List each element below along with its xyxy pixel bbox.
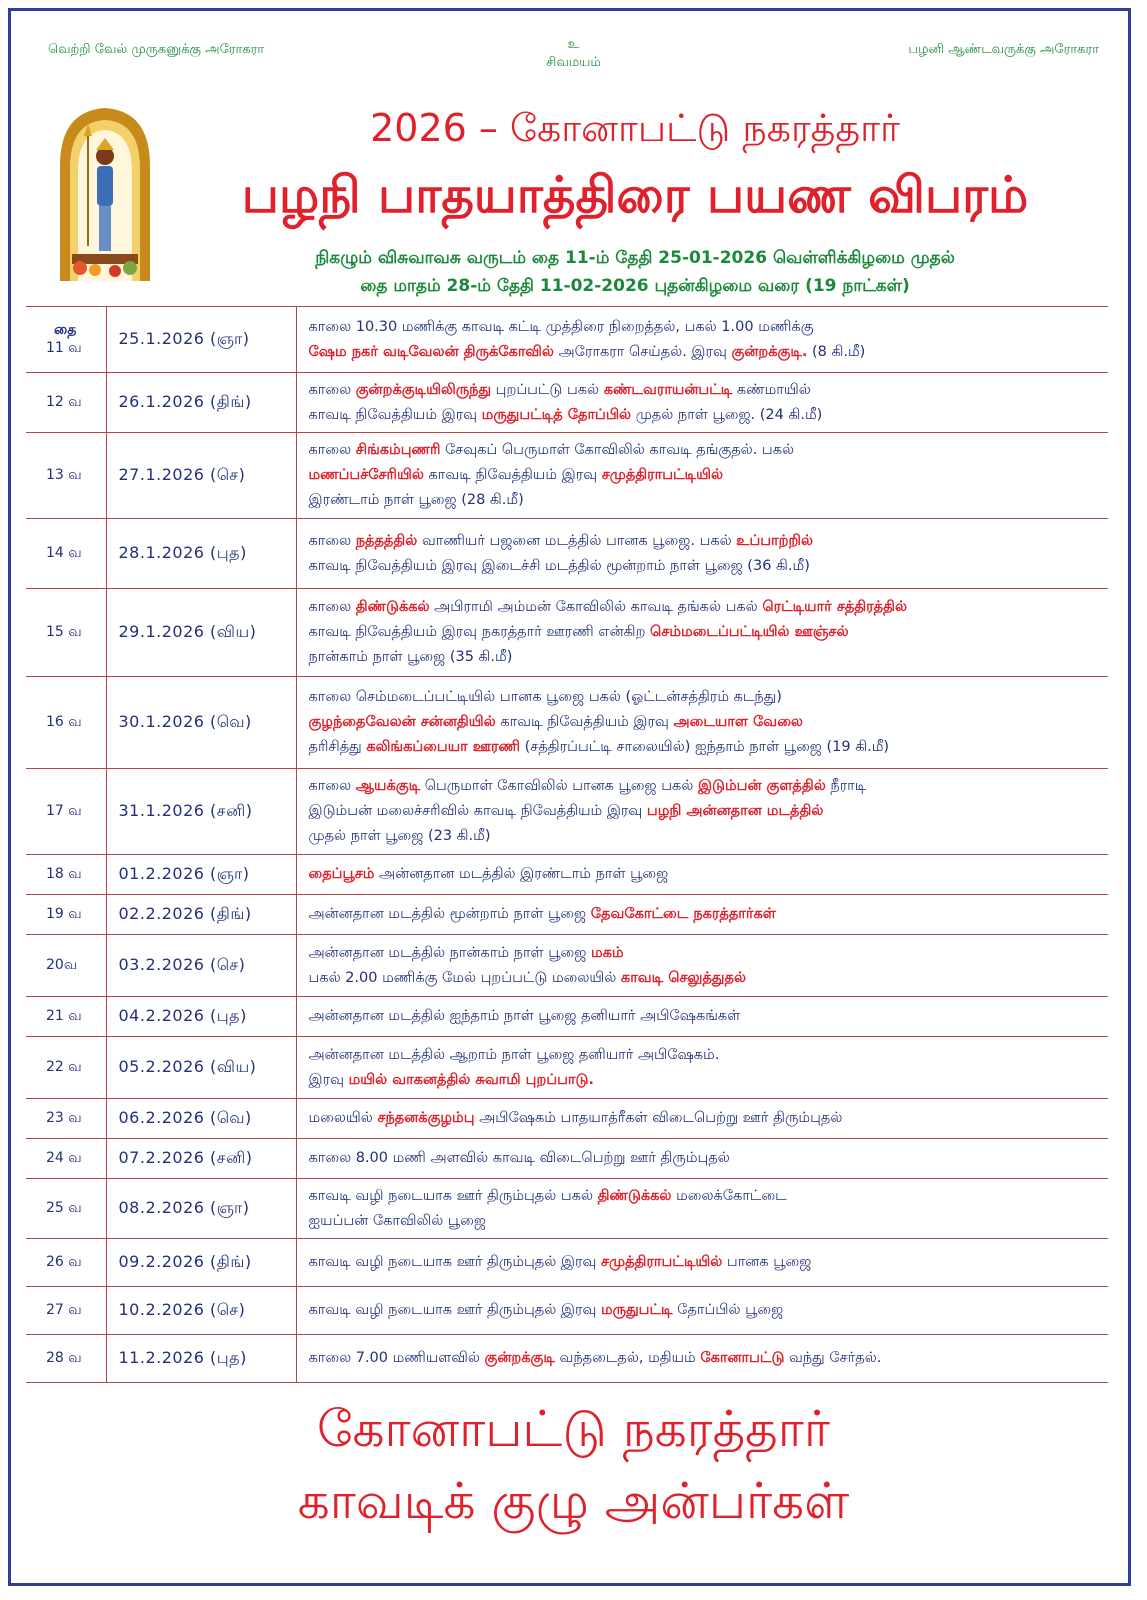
highlight-text: சமுத்திராபட்டியில் bbox=[600, 1254, 723, 1270]
description-line bbox=[309, 1068, 1103, 1093]
description-cell bbox=[296, 307, 1108, 373]
description-cell bbox=[296, 1335, 1108, 1383]
description-text: பகல் 2.00 மணிக்கு மேல் புறப்பட்டு மலையில் bbox=[308, 969, 621, 986]
table-row bbox=[26, 997, 1108, 1037]
title-line2: பழநி பாதயாத்திரை பயண விபரம் bbox=[241, 166, 1029, 224]
description-text: நீராடி bbox=[825, 778, 867, 794]
header-center-top: உ bbox=[567, 37, 580, 52]
description-cell bbox=[296, 1099, 1108, 1139]
description-cell bbox=[296, 769, 1108, 855]
day-number: 13 வ bbox=[46, 466, 82, 483]
description-text: காலை bbox=[308, 778, 356, 794]
description-cell bbox=[296, 433, 1108, 519]
date-cell: 03.2.2026 (செ) bbox=[106, 935, 296, 997]
description-text: காலை bbox=[308, 442, 356, 458]
highlight-text: குழந்தைவேலன் சன்னதியில் bbox=[308, 714, 496, 730]
day-number: 19 வ bbox=[46, 905, 82, 922]
day-cell bbox=[26, 1335, 106, 1383]
date-cell: 07.2.2026 (சனி) bbox=[106, 1139, 296, 1179]
description-text: காவடி வழி நடையாக ஊர் திரும்புதல் பகல் bbox=[308, 1187, 598, 1204]
description-line bbox=[309, 1043, 1103, 1068]
day-number: 28 வ bbox=[46, 1349, 82, 1366]
description-line bbox=[309, 710, 1103, 735]
day-cell bbox=[26, 1099, 106, 1139]
description-cell bbox=[296, 519, 1108, 589]
highlight-text: கண்டவராயன்பட்டி bbox=[603, 381, 733, 398]
highlight-text: மருதுபட்டி bbox=[600, 1302, 673, 1318]
description-text: தோப்பில் பூஜை bbox=[672, 1302, 784, 1318]
description-text: (சத்திரப்பட்டி சாலையில்) ஐந்தாம் நாள் பூஜை (19 கி.மீ) bbox=[520, 739, 890, 755]
description-text: வந்து சேர்தல். bbox=[784, 1350, 882, 1366]
highlight-text: குன்றக்குடி bbox=[484, 1350, 555, 1366]
description-line bbox=[309, 488, 1103, 513]
day-number: 22 வ bbox=[46, 1058, 82, 1075]
description-text: வந்தடைதல், மதியம் bbox=[554, 1350, 701, 1366]
day-cell bbox=[26, 1287, 106, 1335]
description-text: மலையில் bbox=[308, 1110, 378, 1126]
description-line bbox=[309, 403, 1103, 428]
description-line bbox=[309, 1106, 1103, 1131]
murugan-idol-icon bbox=[50, 96, 160, 286]
highlight-text: பழநி அன்னதான மடத்தில் bbox=[646, 803, 824, 819]
description-line bbox=[309, 735, 1103, 760]
table-row bbox=[26, 307, 1108, 373]
description-text: காவடி நிவேத்தியம் இரவு இடைச்சி மடத்தில் மூன்றாம் நாள் பூஜை (36 கி.மீ) bbox=[308, 557, 810, 574]
description-cell bbox=[296, 373, 1108, 433]
date-cell: 05.2.2026 (விய) bbox=[106, 1037, 296, 1099]
description-text: புறப்பட்டு பகல் bbox=[491, 381, 604, 398]
highlight-text: திண்டுக்கல் bbox=[355, 599, 430, 615]
description-text: காவடி நிவேத்தியம் இரவு bbox=[423, 467, 602, 483]
highlight-text: ஷேம நகர் வடிவேலன் திருக்கோவில் bbox=[308, 343, 554, 360]
description-text: அன்னதான மடத்தில் மூன்றாம் நாள் பூஜை bbox=[308, 906, 591, 922]
table-row bbox=[26, 1037, 1108, 1099]
description-line bbox=[309, 862, 1103, 887]
day-cell bbox=[26, 373, 106, 433]
date-cell: 10.2.2026 (செ) bbox=[106, 1287, 296, 1335]
description-line bbox=[309, 529, 1103, 554]
date-cell: 27.1.2026 (செ) bbox=[106, 433, 296, 519]
day-number: 15 வ bbox=[46, 623, 82, 640]
description-cell bbox=[296, 589, 1108, 677]
day-cell bbox=[26, 997, 106, 1037]
description-line bbox=[309, 438, 1103, 463]
table-row bbox=[26, 433, 1108, 519]
description-text: மலைக்கோட்டை bbox=[671, 1187, 787, 1204]
date-cell: 01.2.2026 (ஞா) bbox=[106, 855, 296, 895]
description-line bbox=[309, 378, 1103, 403]
day-number: 16 வ bbox=[46, 713, 82, 730]
description-line bbox=[309, 645, 1103, 670]
description-text: இரண்டாம் நாள் பூஜை (28 கி.மீ) bbox=[308, 492, 524, 508]
description-text: காலை bbox=[308, 381, 356, 398]
description-cell bbox=[296, 855, 1108, 895]
highlight-text: குன்றக்குடியிலிருந்து bbox=[355, 381, 492, 398]
description-text: அபிராமி அம்மன் கோவிலில் காவடி தங்கல் பகல் bbox=[429, 599, 763, 615]
description-cell bbox=[296, 1037, 1108, 1099]
highlight-text: அடையாள வேலை bbox=[673, 714, 803, 730]
description-text: காலை செம்மடைப்பட்டியில் பானக பூஜை பகல் (ஓட்டன்சத்திரம் கடந்து) bbox=[308, 689, 782, 705]
day-number: 24 வ bbox=[46, 1149, 82, 1166]
table-row bbox=[26, 519, 1108, 589]
day-cell bbox=[26, 1239, 106, 1287]
day-cell bbox=[26, 1179, 106, 1239]
description-text: அபிஷேகம் பாதயாத்ரீகள் விடைபெற்று ஊர் திரும்புதல் bbox=[474, 1110, 843, 1126]
table-row bbox=[26, 1335, 1108, 1383]
table-row bbox=[26, 1239, 1108, 1287]
date-cell: 26.1.2026 (திங்) bbox=[106, 373, 296, 433]
description-text: காலை 10.30 மணிக்கு காவடி கட்டி முத்திரை நிறைத்தல், பகல் 1.00 மணிக்கு bbox=[308, 318, 814, 335]
description-cell bbox=[296, 1239, 1108, 1287]
description-line bbox=[309, 966, 1103, 991]
description-text: இரவு bbox=[308, 1071, 349, 1088]
table-row bbox=[26, 1099, 1108, 1139]
description-line bbox=[309, 315, 1103, 340]
month-header: தை bbox=[54, 321, 77, 338]
description-cell bbox=[296, 1287, 1108, 1335]
description-text: இடும்பன் மலைச்சரிவில் காவடி நிவேத்தியம் இரவு bbox=[308, 803, 647, 819]
highlight-text: கலிங்கப்பையா ஊரணி bbox=[366, 739, 521, 755]
description-text: கண்மாயில் bbox=[732, 381, 811, 398]
highlight-text: இடும்பன் குளத்தில் bbox=[697, 778, 826, 794]
description-line bbox=[309, 340, 1103, 365]
description-text: காவடி வழி நடையாக ஊர் திரும்புதல் இரவு bbox=[308, 1302, 601, 1318]
table-row bbox=[26, 895, 1108, 935]
table-row bbox=[26, 935, 1108, 997]
description-line bbox=[309, 1004, 1103, 1029]
date-cell: 02.2.2026 (திங்) bbox=[106, 895, 296, 935]
date-cell: 04.2.2026 (புத) bbox=[106, 997, 296, 1037]
subtitle-line1: நிகழும் விசுவாவசு வருடம் தை 11-ம் தேதி 25-01-2026 வெள்ளிக்கிழமை முதல் bbox=[315, 248, 955, 268]
day-cell bbox=[26, 677, 106, 769]
description-cell bbox=[296, 935, 1108, 997]
date-cell: 31.1.2026 (சனி) bbox=[106, 769, 296, 855]
day-number: 25 வ bbox=[46, 1199, 82, 1216]
day-cell bbox=[26, 1139, 106, 1179]
day-number: 20வ bbox=[46, 956, 78, 973]
date-cell: 30.1.2026 (வெ) bbox=[106, 677, 296, 769]
description-line bbox=[309, 685, 1103, 710]
description-line bbox=[309, 554, 1103, 579]
description-text: அன்னதான மடத்தில் இரண்டாம் நாள் பூஜை bbox=[374, 866, 669, 882]
day-cell bbox=[26, 769, 106, 855]
description-text: காவடி நிவேத்தியம் இரவு bbox=[495, 714, 674, 730]
highlight-text: குன்றக்குடி. bbox=[731, 343, 808, 360]
description-text: காலை 7.00 மணியளவில் bbox=[308, 1350, 485, 1366]
description-text: பெருமாள் கோவிலில் பானக பூஜை பகல் bbox=[420, 778, 698, 794]
description-line bbox=[309, 595, 1103, 620]
day-cell bbox=[26, 433, 106, 519]
description-line bbox=[309, 1184, 1103, 1209]
day-number: 18 வ bbox=[46, 865, 82, 882]
day-number: 14 வ bbox=[46, 544, 82, 561]
day-number: 17 வ bbox=[46, 802, 82, 819]
description-text: காவடி நிவேத்தியம் இரவு bbox=[308, 406, 482, 423]
highlight-text: சந்தனக்குழம்பு bbox=[377, 1110, 475, 1126]
description-line bbox=[309, 463, 1103, 488]
description-text: முதல் நாள் பூஜை. (24 கி.மீ) bbox=[631, 406, 823, 423]
date-cell: 29.1.2026 (விய) bbox=[106, 589, 296, 677]
description-text: அன்னதான மடத்தில் ஆறாம் நாள் பூஜை தனியார் அபிஷேகம். bbox=[308, 1046, 720, 1063]
description-text: காலை bbox=[308, 532, 356, 549]
description-line bbox=[309, 1298, 1103, 1323]
description-cell bbox=[296, 895, 1108, 935]
date-cell: 09.2.2026 (திங்) bbox=[106, 1239, 296, 1287]
day-number: 26 வ bbox=[46, 1253, 82, 1270]
highlight-text: மணப்பச்சேரியில் bbox=[308, 467, 424, 483]
day-number: 21 வ bbox=[46, 1007, 82, 1024]
day-number: 11 வ bbox=[46, 339, 82, 356]
date-cell: 06.2.2026 (வெ) bbox=[106, 1099, 296, 1139]
footer-line1: கோனாபட்டு நகரத்தார் bbox=[316, 1400, 830, 1458]
day-cell bbox=[26, 519, 106, 589]
description-text: அன்னதான மடத்தில் நான்காம் நாள் பூஜை bbox=[308, 944, 591, 961]
footer-line2: காவடிக் குழு அன்பர்கள் bbox=[297, 1472, 850, 1530]
description-cell bbox=[296, 1139, 1108, 1179]
day-cell bbox=[26, 935, 106, 997]
subtitle-line2: தை மாதம் 28-ம் தேதி 11-02-2026 புதன்கிழமை வரை (19 நாட்கள்) bbox=[360, 276, 910, 296]
description-text: காலை bbox=[308, 599, 356, 615]
day-number: 12 வ bbox=[46, 393, 82, 410]
description-cell bbox=[296, 677, 1108, 769]
table-row bbox=[26, 589, 1108, 677]
description-line bbox=[309, 1346, 1103, 1371]
description-text: காவடி வழி நடையாக ஊர் திரும்புதல் இரவு bbox=[308, 1254, 601, 1270]
description-line bbox=[309, 902, 1103, 927]
description-line bbox=[309, 1250, 1103, 1275]
description-text: பானக பூஜை bbox=[722, 1254, 812, 1270]
description-text: அரோகரா செய்தல். இரவு bbox=[553, 343, 732, 360]
highlight-text: ஆயக்குடி bbox=[355, 778, 421, 794]
description-text: சேவுகப் பெருமாள் கோவிலில் காவடி தங்குதல். பகல் bbox=[440, 442, 795, 458]
header-left: வெற்றி வேல் முருகனுக்கு அரோகரா bbox=[48, 42, 265, 57]
highlight-text: செம்மடைப்பட்டியில் ஊஞ்சல் bbox=[650, 624, 849, 640]
day-cell bbox=[26, 895, 106, 935]
description-text: காவடி நிவேத்தியம் இரவு நகரத்தார் ஊரணி என்கிற bbox=[308, 624, 651, 640]
description-text: ஐயப்பன் கோவிலில் பூஜை bbox=[308, 1212, 486, 1229]
highlight-text: சிங்கம்புணரி bbox=[355, 442, 441, 458]
table-row bbox=[26, 855, 1108, 895]
highlight-text: காவடி செலுத்துதல் bbox=[620, 969, 746, 986]
highlight-text: மயில் வாகனத்தில் சுவாமி புறப்பாடு. bbox=[348, 1071, 594, 1088]
table-row bbox=[26, 677, 1108, 769]
description-cell bbox=[296, 1179, 1108, 1239]
description-line bbox=[309, 774, 1103, 799]
description-text: காலை 8.00 மணி அளவில் காவடி விடைபெற்று ஊர் திரும்புதல் bbox=[308, 1150, 730, 1166]
description-cell bbox=[296, 997, 1108, 1037]
day-cell bbox=[26, 1037, 106, 1099]
highlight-text: சமுத்திராபட்டியில் bbox=[601, 467, 723, 483]
table-row bbox=[26, 1287, 1108, 1335]
date-cell: 28.1.2026 (புத) bbox=[106, 519, 296, 589]
day-cell bbox=[26, 589, 106, 677]
description-text: வாணியர் பஜனை மடத்தில் பானக பூஜை. பகல் bbox=[417, 532, 737, 549]
day-number: 27 வ bbox=[46, 1301, 82, 1318]
table-row bbox=[26, 1139, 1108, 1179]
table-row bbox=[26, 769, 1108, 855]
day-number: 23 வ bbox=[46, 1109, 82, 1126]
highlight-text: மருதுபட்டித் தோப்பில் bbox=[481, 406, 632, 423]
date-cell: 11.2.2026 (புத) bbox=[106, 1335, 296, 1383]
description-text: நான்காம் நாள் பூஜை (35 கி.மீ) bbox=[308, 649, 513, 665]
table-row bbox=[26, 1179, 1108, 1239]
highlight-text: உப்பாற்றில் bbox=[736, 532, 813, 549]
description-text: (8 கி.மீ) bbox=[807, 343, 866, 360]
description-line bbox=[309, 799, 1103, 824]
table-row bbox=[26, 373, 1108, 433]
description-line bbox=[309, 824, 1103, 849]
highlight-text: மகம் bbox=[590, 944, 624, 961]
highlight-text: தேவகோட்டை நகரத்தார்கள் bbox=[590, 906, 776, 922]
highlight-text: தைப்பூசம் bbox=[308, 866, 375, 882]
highlight-text: நத்தத்தில் bbox=[355, 532, 418, 549]
description-text: முதல் நாள் பூஜை (23 கி.மீ) bbox=[308, 828, 491, 844]
description-line bbox=[309, 620, 1103, 645]
title-line1: 2026 – கோனாபட்டு நகரத்தார் bbox=[370, 106, 900, 150]
highlight-text: திண்டுக்கல் bbox=[597, 1187, 672, 1204]
description-line bbox=[309, 1209, 1103, 1234]
schedule-table bbox=[26, 306, 1108, 1383]
description-text: அன்னதான மடத்தில் ஐந்தாம் நாள் பூஜை தனியார் அபிஷேகங்கள் bbox=[308, 1008, 741, 1024]
header-center-bottom: சிவமயம் bbox=[546, 55, 601, 70]
date-cell: 25.1.2026 (ஞா) bbox=[106, 307, 296, 373]
highlight-text: கோனாபட்டு bbox=[700, 1350, 785, 1366]
description-line bbox=[309, 1146, 1103, 1171]
day-cell bbox=[26, 307, 106, 373]
day-cell bbox=[26, 855, 106, 895]
highlight-text: ரெட்டியார் சத்திரத்தில் bbox=[762, 599, 908, 615]
date-cell: 08.2.2026 (ஞா) bbox=[106, 1179, 296, 1239]
description-line bbox=[309, 941, 1103, 966]
header-right: பழனி ஆண்டவருக்கு அரோகரா bbox=[908, 42, 1099, 57]
description-text: தரிசித்து bbox=[308, 739, 367, 755]
